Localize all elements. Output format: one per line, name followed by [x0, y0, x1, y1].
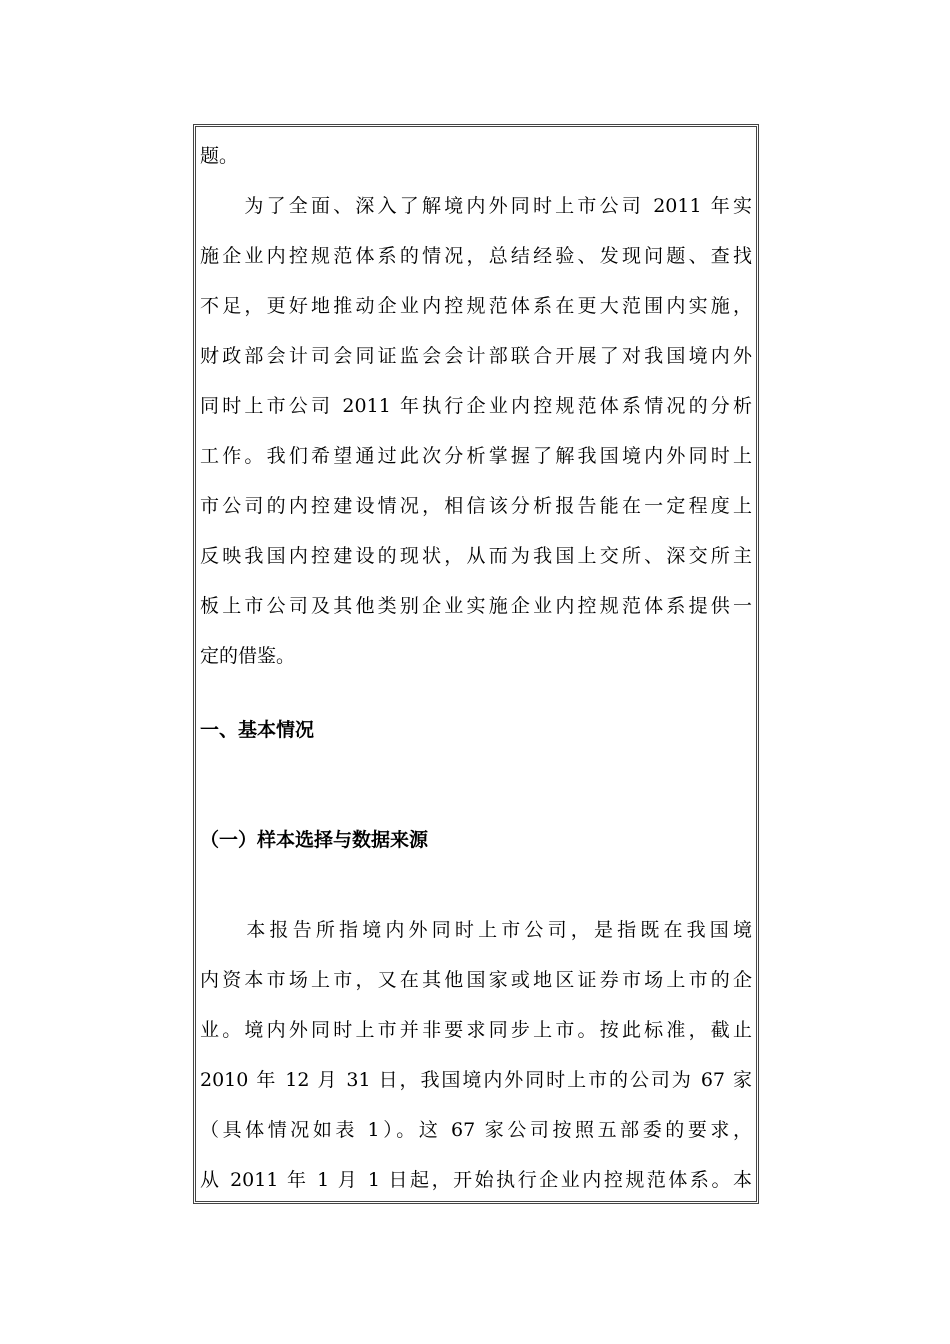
section-heading: 一、基本情况 — [200, 719, 315, 741]
paragraph-line: 不足，更好地推动企业内控规范体系在更大范围内实施， — [200, 295, 752, 317]
paragraph-line: 工作。我们希望通过此次分析掌握了解我国境内外同时上 — [200, 445, 752, 467]
paragraph-line: 施企业内控规范体系的情况，总结经验、发现问题、查找 — [200, 245, 752, 267]
paragraph-line: 从 2011 年 1 月 1 日起，开始执行企业内控规范体系。本 — [200, 1169, 752, 1191]
paragraph-line: 反映我国内控建设的现状，从而为我国上交所、深交所主 — [200, 545, 752, 567]
paragraph-line: 2010 年 12 月 31 日，我国境内外同时上市的公司为 67 家 — [200, 1069, 752, 1091]
paragraph-line: 内资本市场上市，又在其他国家或地区证券市场上市的企 — [200, 969, 752, 991]
paragraph-line: 同时上市公司 2011 年执行企业内控规范体系情况的分析 — [200, 395, 752, 417]
paragraph-line: 题。 — [200, 145, 239, 167]
paragraph-line: 市公司的内控建设情况，相信该分析报告能在一定程度上 — [200, 495, 752, 517]
document-frame — [193, 124, 759, 1204]
paragraph-line: 财政部会计司会同证监会会计部联合开展了对我国境内外 — [200, 345, 752, 367]
paragraph-line: 业。境内外同时上市并非要求同步上市。按此标准，截止 — [200, 1019, 752, 1041]
paragraph-line: 本报告所指境内外同时上市公司，是指既在我国境 — [200, 919, 752, 941]
paragraph-line: 为了全面、深入了解境内外同时上市公司 2011 年实 — [200, 195, 752, 217]
paragraph-line: 定的借鉴。 — [200, 645, 296, 667]
subsection-heading: （一）样本选择与数据来源 — [200, 829, 429, 851]
paragraph-line: 板上市公司及其他类别企业实施企业内控规范体系提供一 — [200, 595, 752, 617]
paragraph-line: （具体情况如表 1）。这 67 家公司按照五部委的要求， — [200, 1119, 752, 1141]
